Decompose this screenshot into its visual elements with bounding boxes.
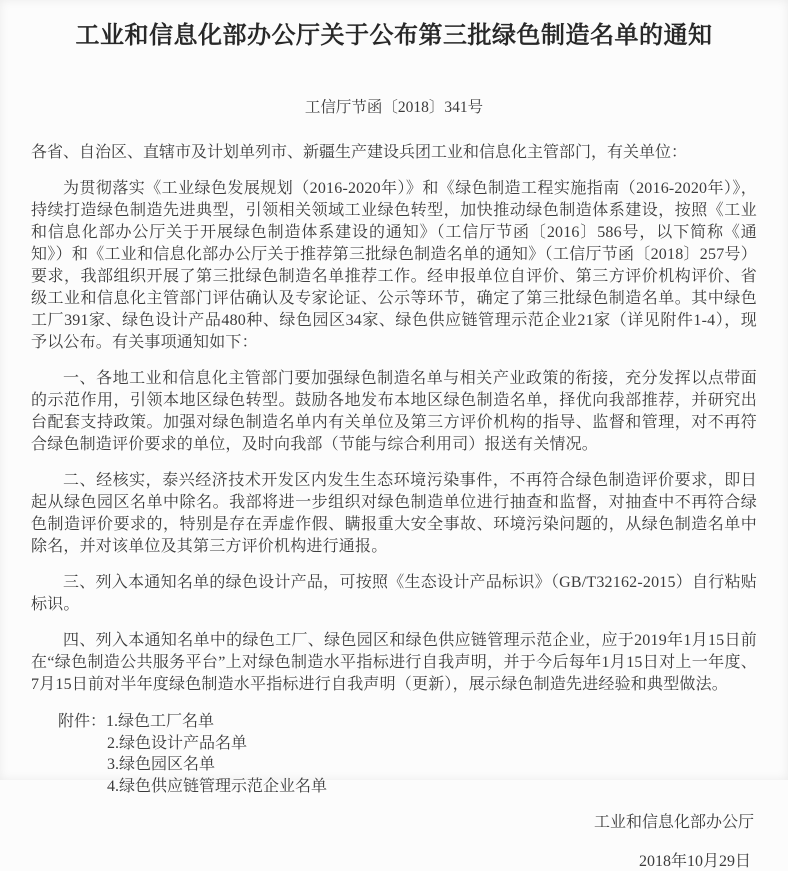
- attachments-label: 附件：: [58, 713, 107, 731]
- paragraph-item-3: 三、列入本通知名单的绿色设计产品，可按照《生态设计产品标识》（GB/T32162-2015）自行粘贴标识。: [31, 574, 757, 614]
- signature-date: 2018年10月29日: [638, 853, 751, 871]
- attachment-item: 2.绿色设计产品名单: [107, 734, 248, 752]
- paragraph-item-1: 一、各地工业和信息化主管部门要加强绿色制造名单与相关产业政策的衔接，充分发挥以点带面的示范作用，引领本地区绿色转型。鼓励各地发布本地区绿色制造名单，择优向我部推荐，并研究出台配套支持政策。加强对绿色制造名单内有关单位及第三方评价机构的指导、监督和管理，对不再符合绿色制造评价要求的单位，及时向我部（节能与综合利用司）报送有关情况。: [31, 370, 757, 454]
- page-title: 工业和信息化部办公厅关于公布第三批绿色制造名单的通知: [75, 22, 713, 49]
- attachment-item: 1.绿色工厂名单: [106, 713, 215, 731]
- attachments-list: [31, 711, 757, 797]
- document-number: 工信厅节函〔2018〕341号: [304, 99, 484, 117]
- attachment-item: 4.绿色供应链管理示范企业名单: [107, 777, 328, 795]
- salutation-line: 各省、自治区、直辖市及计划单列市、新疆生产建设兵团工业和信息化主管部门，有关单位：: [31, 144, 688, 162]
- attachment-row: [58, 711, 757, 733]
- paragraph-item-2: 二、经核实，泰兴经济技术开发区内发生生态环境污染事件，不再符合绿色制造评价要求，即日起从绿色园区名单中除名。我部将进一步组织对绿色制造单位进行抽查和监督，对抽查中不再符合绿色制造评价要求的，特别是存在弄虚作假、瞒报重大安全事故、环境污染问题的，从绿色制造名单中除名，并对该单位及其第三方评价机构进行通报。: [31, 472, 757, 556]
- paragraph-intro: 为贯彻落实《工业绿色发展规划（2016-2020年）》和《绿色制造工程实施指南（2016-2020年）》，持续打造绿色制造先进典型，引领相关领域工业绿色转型，加快推动绿色制造体系建设，按照《工业和信息化部办公厅关于开展绿色制造体系建设的通知》（工信厅节函〔2016〕586号，以下简称《通知》）和《工业和信息化部办公厅关于推荐第三批绿色制造名单的通知》（工信厅节函〔2018〕257号）要求，我部组织开展了第三批绿色制造名单推荐工作。经申报单位自评价、第三方评价机构评价、省级工业和信息化主管部门评估确认及专家论证、公示等环节，确定了第三批绿色制造名单。其中绿色工厂391家、绿色设计产品480种、绿色园区34家、绿色供应链管理示范企业21家（详见附件1-4），现予以公布。有关事项通知如下：: [31, 180, 757, 352]
- paragraph-item-4: 四、列入本通知名单中的绿色工厂、绿色园区和绿色供应链管理示范企业，应于2019年1月15日前在“绿色制造公共服务平台”上对绿色制造水平指标进行自我声明，并于今后每年1月15日对上一年度、7月15日前对半年度绿色制造水平指标进行自我声明（更新），展示绿色制造先进经验和典型做法。: [31, 632, 757, 694]
- signature-org: 工业和信息化部办公厅: [593, 814, 754, 832]
- attachment-item: 3.绿色园区名单: [107, 756, 216, 774]
